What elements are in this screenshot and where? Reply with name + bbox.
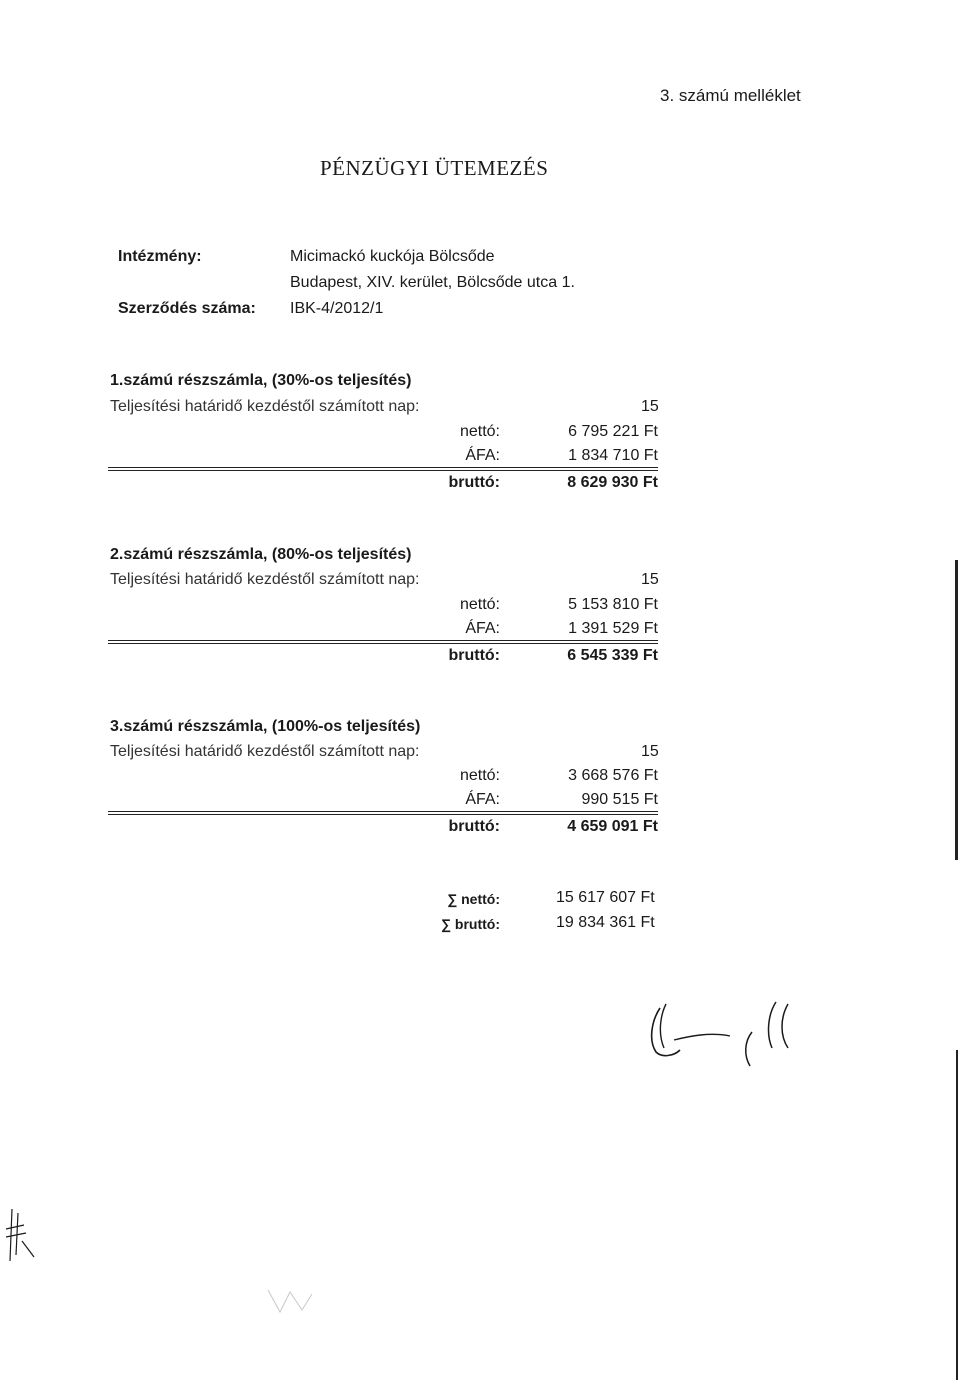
- initials-scribble: [0, 1205, 40, 1265]
- invoice-title: 2.számú részszámla, (80%-os teljesítés): [110, 546, 412, 563]
- net-value: 3 668 576 Ft: [568, 767, 658, 784]
- faint-mark: [262, 1280, 322, 1320]
- gross-label: bruttó:: [448, 818, 500, 835]
- net-value: 6 795 221 Ft: [568, 423, 658, 440]
- invoice-title: 3.számú részszámla, (100%-os teljesítés): [110, 718, 421, 735]
- total-net-value: 15 617 607 Ft: [556, 889, 655, 906]
- double-rule: [108, 811, 658, 815]
- gross-value: 6 545 339 Ft: [567, 647, 658, 664]
- gross-label: bruttó:: [448, 474, 500, 491]
- vat-value: 1 834 710 Ft: [568, 447, 658, 464]
- deadline-days: 15: [641, 743, 659, 760]
- invoice-title: 1.számú részszámla, (30%-os teljesítés): [110, 372, 412, 389]
- contract-number: IBK-4/2012/1: [290, 300, 384, 317]
- scan-edge-artifact: [956, 1050, 958, 1380]
- total-net-label: ∑ nettó:: [447, 891, 500, 907]
- net-label: nettó:: [459, 767, 500, 784]
- page-title: PÉNZÜGYI ÜTEMEZÉS: [320, 156, 549, 180]
- vat-label: ÁFA:: [465, 447, 500, 464]
- net-label: nettó:: [459, 423, 500, 440]
- signature-scribble: [630, 990, 830, 1080]
- institution-address: Budapest, XIV. kerület, Bölcsőde utca 1.: [290, 274, 575, 291]
- vat-value: 1 391 529 Ft: [568, 620, 658, 637]
- double-rule: [108, 640, 658, 644]
- gross-value: 8 629 930 Ft: [567, 474, 658, 491]
- deadline-days: 15: [641, 398, 659, 415]
- total-gross-label: ∑ bruttó:: [441, 916, 500, 932]
- vat-label: ÁFA:: [465, 620, 500, 637]
- deadline-days: 15: [641, 571, 659, 588]
- gross-label: bruttó:: [448, 647, 500, 664]
- deadline-label: Teljesítési határidő kezdéstől számított nap:: [110, 743, 420, 760]
- institution-name: Micimackó kuckója Bölcsőde: [290, 248, 495, 265]
- total-gross-value: 19 834 361 Ft: [556, 914, 655, 931]
- net-label: nettó:: [459, 596, 500, 613]
- vat-value: 990 515 Ft: [581, 791, 658, 808]
- deadline-label: Teljesítési határidő kezdéstől számított nap:: [110, 571, 420, 588]
- vat-label: ÁFA:: [465, 791, 500, 808]
- net-value: 5 153 810 Ft: [568, 596, 658, 613]
- institution-label: Intézmény:: [118, 248, 202, 265]
- scan-edge-artifact: [955, 560, 958, 860]
- deadline-label: Teljesítési határidő kezdéstől számított nap:: [110, 398, 420, 415]
- double-rule: [108, 467, 658, 471]
- contract-label: Szerződés száma:: [118, 300, 256, 317]
- annex-label: 3. számú melléklet: [660, 86, 801, 105]
- gross-value: 4 659 091 Ft: [567, 818, 658, 835]
